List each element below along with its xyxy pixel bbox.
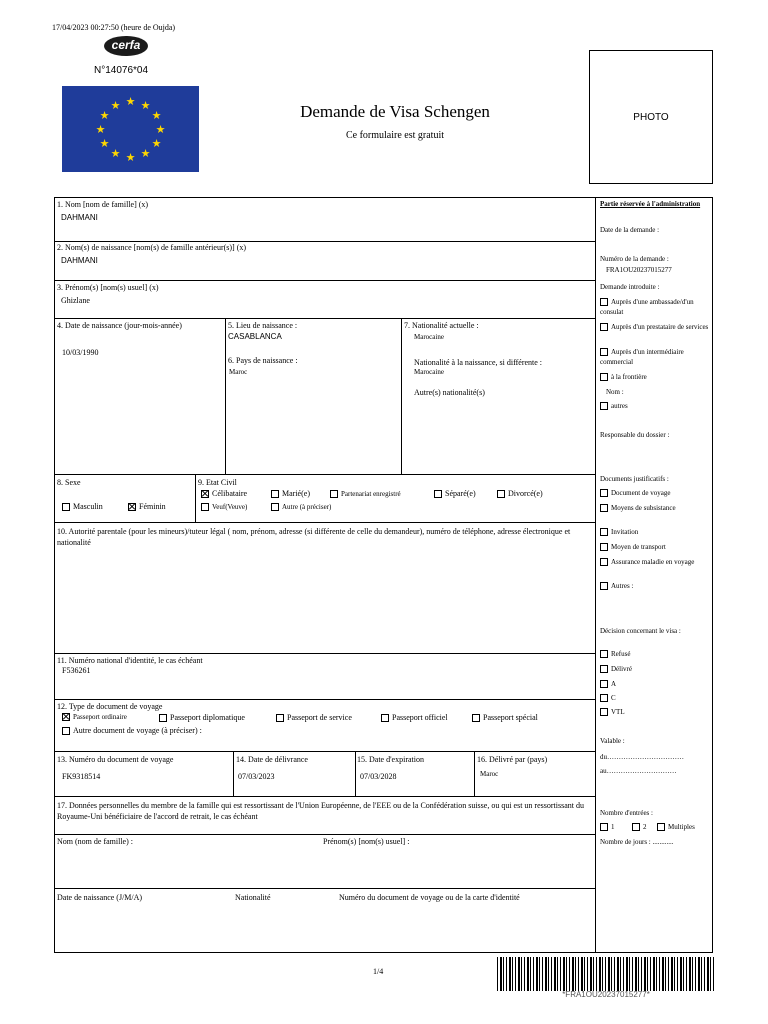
checkbox[interactable] [600, 489, 608, 497]
checkbox[interactable] [600, 528, 608, 536]
admin-type-vtl[interactable] [600, 708, 625, 716]
checkbox[interactable] [472, 714, 480, 722]
checkbox[interactable] [600, 298, 608, 306]
civil-married-option[interactable] [271, 489, 310, 498]
checkbox[interactable] [600, 650, 608, 658]
field-7-label: 7. Nationalité actuelle : [404, 321, 479, 330]
admin-docs-label: Documents justificatifs : [600, 475, 669, 483]
admin-entries-multi[interactable] [657, 823, 695, 831]
admin-type-c-label: C [611, 694, 616, 702]
field-2-label: 2. Nom(s) de naissance [nom(s) de famille antérieur(s)] (x) [57, 243, 247, 252]
admin-type-vtl-label: VTL [611, 708, 625, 716]
field-17-name: Nom (nom de famille) : [57, 837, 133, 846]
field-6-label: 6. Pays de naissance : [228, 356, 298, 365]
admin-doc-transport-label: Moyen de transport [611, 543, 666, 551]
checkbox[interactable] [600, 665, 608, 673]
field-8-label: 8. Sexe [57, 478, 81, 487]
doc-service-option[interactable] [276, 713, 352, 722]
sex-male-option[interactable] [62, 502, 103, 511]
civil-other-label: Autre (à préciser) [282, 503, 332, 511]
cerfa-logo-text: cerfa [111, 38, 141, 52]
field-17-dob: Date de naissance (J/M/A) [57, 893, 143, 902]
admin-lodged-commercial-label: Auprès d'un intermédiaire commercial [600, 348, 684, 366]
doc-official-option[interactable] [381, 713, 448, 722]
admin-doc-means-label: Moyens de subsistance [611, 504, 676, 512]
doc-ordinary-option[interactable] [62, 713, 127, 721]
field-1-label: 1. Nom [nom de famille] (x) [57, 200, 149, 209]
checkbox[interactable] [600, 582, 608, 590]
admin-doc-insurance-label: Assurance maladie en voyage [611, 558, 695, 566]
admin-lodged-border[interactable] [600, 373, 647, 381]
field-6-value[interactable]: Maroc [229, 368, 248, 376]
checkbox[interactable] [600, 558, 608, 566]
field-12-label: 12. Type de document de voyage [57, 702, 163, 711]
checkbox[interactable] [600, 694, 608, 702]
checkbox-checked[interactable] [201, 490, 209, 498]
sex-male-label: Masculin [73, 502, 103, 511]
field-17-label: 17. Données personnelles du membre de la famille qui est ressortissant de l'Union Européenne, de l'EEE ou de la Confédération suisse, ou qui est un ressortissant du Royaume-Uni bénéficiaire de l'accord de retrait, le cas échéant [57, 801, 584, 821]
sex-female-label: Féminin [139, 502, 166, 511]
field-10-label: 10. Autorité parentale (pour les mineurs)/tuteur légal ( nom, prénom, adresse (si différente de celle du demandeur), numéro de téléphone, adresse électronique et nationalité [57, 527, 571, 547]
civil-widow-label: Veuf(Veuve) [212, 503, 248, 511]
cerfa-logo [104, 36, 148, 56]
admin-entries-2-label: 2 [643, 823, 647, 831]
civil-partner-option[interactable] [330, 490, 401, 498]
civil-separated-label: Séparé(e) [445, 489, 476, 498]
checkbox[interactable] [600, 543, 608, 551]
doc-diplomatic-label: Passeport diplomatique [170, 713, 245, 722]
field-1-value[interactable]: DAHMANI [61, 213, 98, 222]
field-7c-label: Autre(s) nationalité(s) [414, 388, 485, 397]
checkbox[interactable] [600, 504, 608, 512]
doc-official-label: Passeport officiel [392, 713, 448, 722]
checkbox[interactable] [600, 708, 608, 716]
checkbox[interactable] [600, 348, 608, 356]
admin-doc-travel[interactable] [600, 489, 670, 497]
admin-entries-1-label: 1 [611, 823, 615, 831]
admin-doc-invitation-label: Invitation [611, 528, 639, 536]
checkbox[interactable] [600, 402, 608, 410]
field-7b-value[interactable]: Marocaine [414, 368, 444, 376]
doc-ordinary-label: Passeport ordinaire [73, 713, 127, 721]
admin-lodged-border-label: à la frontière [611, 373, 647, 381]
admin-refused[interactable] [600, 650, 630, 658]
admin-doc-other-label: Autres : [611, 582, 634, 590]
checkbox[interactable] [62, 503, 70, 511]
checkbox[interactable] [381, 714, 389, 722]
field-16-label: 16. Délivré par (pays) [477, 755, 548, 764]
field-3-value[interactable]: Ghizlane [61, 296, 90, 305]
eu-flag-icon: ★ ★ ★ ★ ★ ★ ★ ★ ★ ★ ★ ★ [62, 86, 199, 172]
admin-type-a[interactable] [600, 680, 616, 688]
admin-lodged-provider-label: Auprès d'un prestataire de services [611, 323, 709, 331]
admin-others[interactable] [600, 402, 628, 410]
admin-refused-label: Refusé [611, 650, 631, 658]
admin-divider [595, 197, 596, 953]
field-5-label: 5. Lieu de naissance : [228, 321, 298, 330]
checkbox[interactable] [271, 503, 279, 511]
checkbox[interactable] [497, 490, 505, 498]
barcode-text: *FRA1OU20237015277* [562, 990, 650, 999]
timestamp: 17/04/2023 00:27:50 (heure de Oujda) [52, 23, 176, 32]
checkbox-checked[interactable] [62, 713, 70, 721]
admin-lodged-embassy[interactable] [600, 297, 710, 317]
field-7-value[interactable]: Marocaine [414, 333, 444, 341]
admin-type-a-label: A [611, 680, 617, 688]
doc-other-label: Autre document de voyage (à préciser) : [73, 726, 202, 735]
doc-special-option[interactable] [472, 713, 538, 722]
checkbox-checked[interactable] [128, 503, 136, 511]
field-16-value[interactable]: Maroc [480, 770, 499, 778]
checkbox[interactable] [330, 490, 338, 498]
field-5-value[interactable]: CASABLANCA [228, 332, 282, 341]
field-11-value[interactable]: F536261 [62, 666, 91, 675]
checkbox[interactable] [434, 490, 442, 498]
field-15-label: 15. Date d'expiration [357, 755, 424, 764]
field-13-label: 13. Numéro du document de voyage [57, 755, 174, 764]
civil-widow-option[interactable] [201, 503, 247, 511]
doc-diplomatic-option[interactable] [159, 713, 245, 722]
field-17-docnum: Numéro du document de voyage ou de la carte d'identité [339, 893, 520, 902]
admin-lodged-commercial[interactable] [600, 347, 710, 367]
checkbox[interactable] [276, 714, 284, 722]
civil-partner-label: Partenariat enregistré [341, 490, 401, 498]
checkbox[interactable] [600, 323, 608, 331]
admin-number-label: Numéro de la demande : [600, 255, 669, 263]
admin-issued[interactable] [600, 665, 632, 673]
admin-days-label: Nombre de jours : ............ [600, 838, 674, 846]
field-3-label: 3. Prénom(s) [nom(s) usuel] (x) [57, 283, 159, 292]
civil-other-option[interactable] [271, 503, 331, 511]
checkbox[interactable] [632, 823, 640, 831]
admin-lodged-embassy-label: Auprès d'une ambassade/d'un consulat [600, 298, 694, 316]
admin-number-value: FRA1OU20237015277 [606, 266, 672, 274]
admin-doc-insurance[interactable] [600, 557, 708, 567]
photo-label: PHOTO [633, 112, 669, 123]
field-15-value[interactable]: 07/03/2028 [360, 772, 397, 781]
admin-lodged-provider[interactable] [600, 322, 710, 332]
checkbox[interactable] [600, 373, 608, 381]
field-14-value[interactable]: 07/03/2023 [238, 772, 275, 781]
admin-responsible: Responsable du dossier : [600, 431, 670, 439]
admin-name-label: Nom : [606, 388, 624, 396]
admin-doc-means[interactable] [600, 503, 708, 513]
checkbox[interactable] [600, 680, 608, 688]
civil-single-option[interactable] [201, 489, 247, 498]
page-title: Demande de Visa Schengen [300, 102, 490, 121]
civil-divorced-option[interactable] [497, 489, 543, 498]
field-4-label: 4. Date de naissance (jour-mois-année) [57, 321, 182, 330]
admin-valid-to: au………………………… [600, 767, 677, 775]
doc-service-label: Passeport de service [287, 713, 352, 722]
field-14-label: 14. Date de délivrance [236, 755, 308, 764]
sex-female-option[interactable] [128, 502, 166, 511]
field-9-label: 9. Etat Civil [198, 478, 237, 487]
admin-doc-other[interactable] [600, 582, 633, 590]
checkbox[interactable] [159, 714, 167, 722]
page-number: 1/4 [373, 967, 384, 976]
page-subtitle: Ce formulaire est gratuit [345, 130, 445, 141]
admin-doc-invitation[interactable] [600, 528, 638, 536]
admin-valid-from: du…………………………… [600, 753, 684, 761]
checkbox[interactable] [271, 490, 279, 498]
field-13-value[interactable]: FK9318514 [62, 772, 101, 781]
field-7b-label: Nationalité à la naissance, si différente : [414, 358, 543, 367]
admin-heading: Partie réservée à l'administration [600, 200, 701, 208]
checkbox[interactable] [657, 823, 665, 831]
form-number: N°14076*04 [94, 65, 149, 76]
admin-entries-multi-label: Multiples [668, 823, 695, 831]
admin-lodged-label: Demande introduite : [600, 283, 660, 291]
civil-married-label: Marié(e) [282, 489, 310, 498]
field-4-value[interactable]: 10/03/1990 [62, 348, 99, 357]
civil-single-label: Célibataire [212, 489, 248, 498]
checkbox[interactable] [600, 823, 608, 831]
barcode-icon [497, 957, 715, 991]
admin-decision-label: Décision concernant le visa : [600, 627, 681, 635]
checkbox[interactable] [62, 727, 70, 735]
field-11-label: 11. Numéro national d'identité, le cas échéant [57, 656, 203, 665]
field-17-nationality: Nationalité [235, 893, 271, 902]
admin-date-label: Date de la demande : [600, 226, 660, 234]
admin-entries-label: Nombre d'entrées : [600, 809, 653, 817]
doc-other-option[interactable] [62, 726, 202, 735]
civil-divorced-label: Divorcé(e) [508, 489, 543, 498]
admin-entries-2[interactable] [632, 823, 647, 831]
admin-type-c[interactable] [600, 694, 616, 702]
field-17-firstname: Prénom(s) [nom(s) usuel] : [323, 837, 410, 846]
admin-issued-label: Délivré [611, 665, 632, 673]
photo-box[interactable] [589, 50, 713, 184]
admin-doc-transport[interactable] [600, 543, 666, 551]
admin-entries-1[interactable] [600, 823, 615, 831]
field-2-value[interactable]: DAHMANI [61, 256, 98, 265]
admin-valid-label: Valable : [600, 737, 625, 745]
admin-doc-travel-label: Document de voyage [611, 489, 671, 497]
checkbox[interactable] [201, 503, 209, 511]
admin-others-label: autres [611, 402, 628, 410]
doc-special-label: Passeport spécial [483, 713, 538, 722]
civil-separated-option[interactable] [434, 489, 476, 498]
